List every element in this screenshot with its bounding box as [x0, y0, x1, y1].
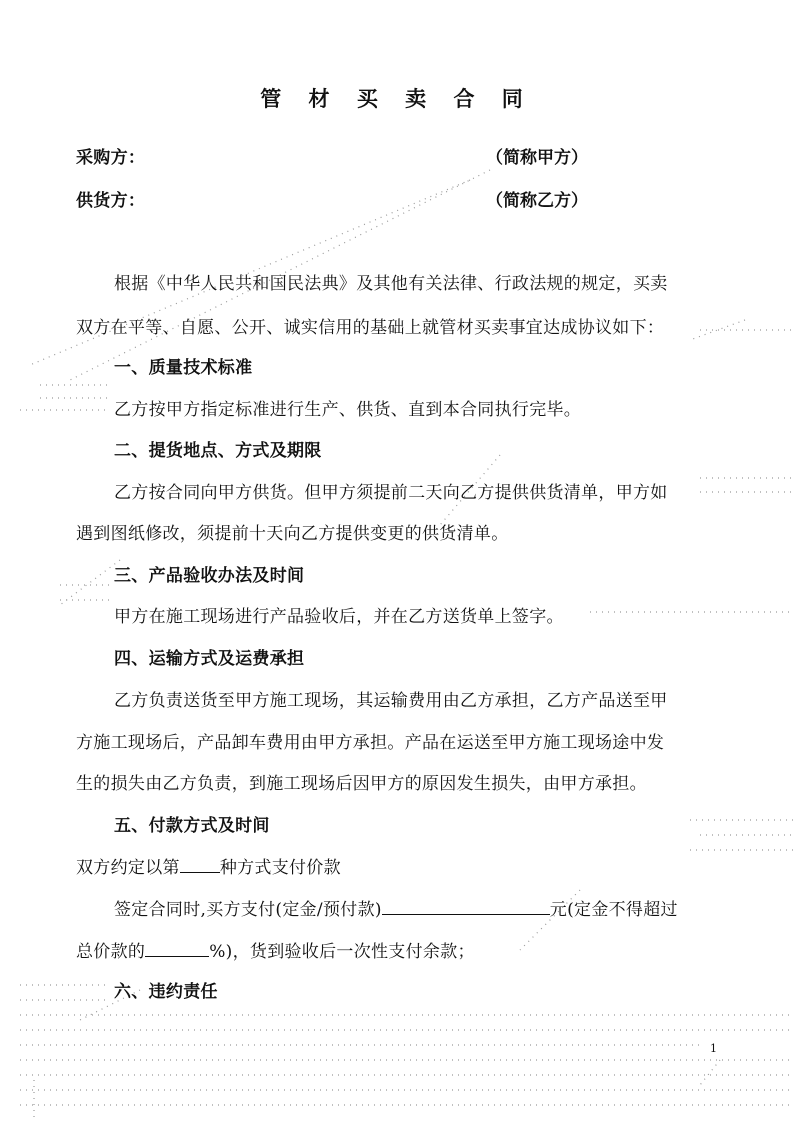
section-5-heading: 五、付款方式及时间 [114, 816, 270, 836]
section-3-heading: 三、产品验收办法及时间 [114, 566, 305, 586]
section-2-line-1: 乙方按合同向甲方供货。但甲方须提前二天向乙方提供供货清单，甲方如 [114, 483, 668, 503]
intro-line-2: 双方在平等、自愿、公开、诚实信用的基础上就管材买卖事宜达成协议如下： [76, 318, 665, 338]
section-4-line-2: 方施工现场后，产品卸车费用由甲方承担。产品在运送至甲方施工现场途中发 [76, 733, 665, 753]
section-2-line-2: 遇到图纸修改，须提前十天向乙方提供变更的供货清单。 [76, 524, 509, 544]
percentage-prefix: 总价款的 [76, 942, 146, 962]
payment-method-blank [180, 855, 220, 873]
section-1-line-1: 乙方按甲方指定标准进行生产、供货、直到本合同执行完毕。 [114, 400, 582, 420]
percentage-blank [145, 939, 209, 957]
buyer-label: 采购方： [76, 148, 146, 168]
payment-method-suffix: 种方式支付价款 [219, 858, 341, 878]
buyer-alias: （简称甲方） [486, 148, 588, 168]
percentage-suffix: %)，货到验收后一次性支付余款； [209, 942, 475, 962]
seller-label: 供货方： [76, 191, 146, 211]
contract-title: 管 材 买 卖 合 同 [260, 86, 533, 111]
payment-method-prefix: 双方约定以第 [76, 858, 180, 878]
section-4-line-1: 乙方负责送货至甲方施工现场，其运输费用由乙方承担，乙方产品送至甲 [114, 691, 668, 711]
deposit-suffix: 元(定金不得超过 [549, 900, 678, 920]
section-3-line-1: 甲方在施工现场进行产品验收后，并在乙方送货单上签字。 [114, 607, 564, 627]
section-2-heading: 二、提货地点、方式及期限 [114, 441, 322, 461]
section-1-heading: 一、质量技术标准 [114, 358, 253, 378]
section-6-heading: 六、违约责任 [114, 982, 218, 1002]
section-4-line-3: 生的损失由乙方负责，到施工现场后因甲方的原因发生损失，由甲方承担。 [76, 774, 647, 794]
section-5-line-2 [114, 897, 678, 922]
section-4-heading: 四、运输方式及运费承担 [114, 649, 305, 669]
section-5-line-1 [76, 855, 341, 880]
section-5-line-3 [76, 939, 475, 964]
page-number: 1 [710, 1042, 717, 1055]
deposit-prefix: 签定合同时,买方支付(定金/预付款) [114, 900, 382, 920]
intro-line-1: 根据《中华人民共和国民法典》及其他有关法律、行政法规的规定，买卖 [114, 274, 668, 294]
seller-alias: （简称乙方） [486, 191, 588, 211]
deposit-amount-blank [382, 897, 550, 915]
